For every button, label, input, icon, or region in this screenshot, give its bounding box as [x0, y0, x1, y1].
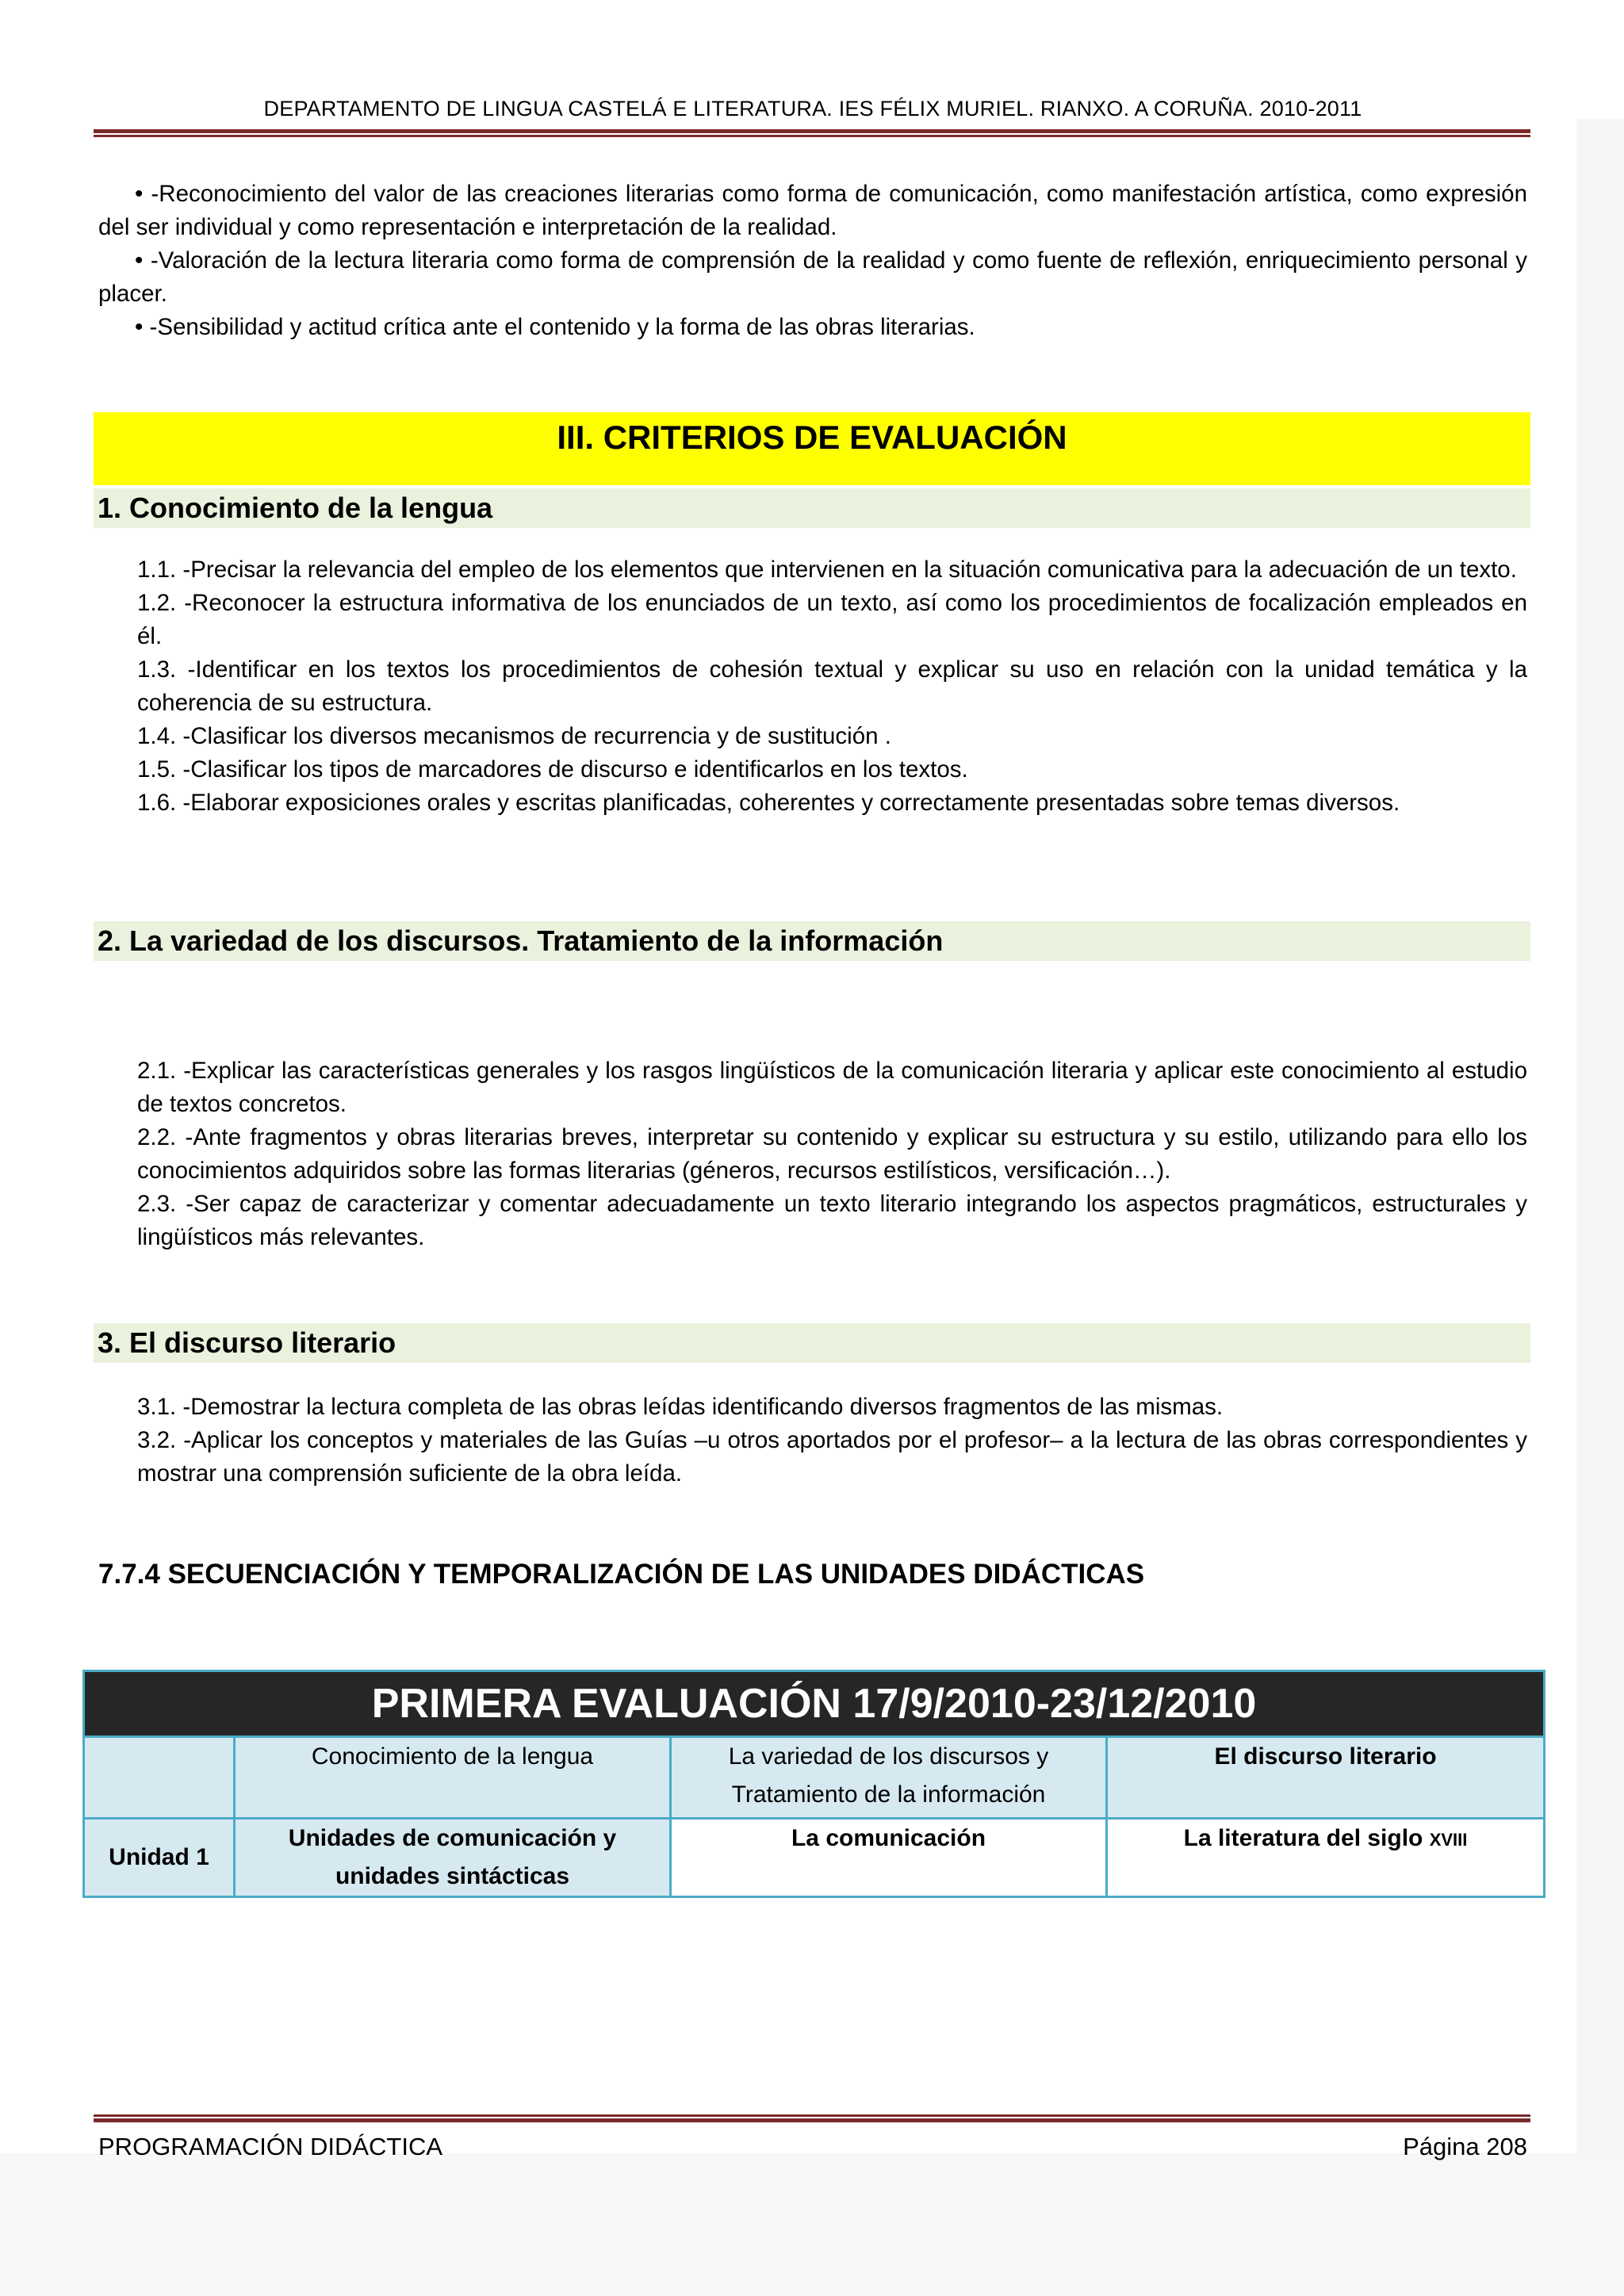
unit-cell-literario-text: La literatura del siglo	[1183, 1825, 1430, 1851]
table-header-literario: El discurso literario	[1107, 1737, 1545, 1819]
criterion-item: 1.1. -Precisar la relevancia del empleo de los elementos que intervienen en la situación comunicativa para la adecuación de un texto.	[137, 557, 1517, 583]
criteria-list-3	[137, 1391, 1527, 1490]
criterion-item: 3.1. -Demostrar la lectura completa de las obras leídas identificando diversos fragmentos de las mismas.	[137, 1394, 1224, 1420]
page-margin-shade	[1576, 119, 1624, 2296]
criteria-banner: III. CRITERIOS DE EVALUACIÓN	[94, 412, 1530, 485]
sequencing-title: 7.7.4 SECUENCIACIÓN Y TEMPORALIZACIÓN DE LAS UNIDADES DIDÁCTICAS	[98, 1559, 1145, 1590]
unit-cell-lengua: Unidades de comunicación y unidades sintácticas	[235, 1819, 671, 1897]
section-heading-3: 3. El discurso literario	[94, 1323, 1530, 1363]
section-heading-1: 1. Conocimiento de la lengua	[94, 488, 1530, 528]
table-header-lengua: Conocimiento de la lengua	[235, 1737, 671, 1819]
page-number: Página 208	[1403, 2133, 1527, 2160]
criterion-item: 2.1. -Explicar las características generales y los rasgos lingüísticos de la comunicación literaria y aplicar este conocimiento al estudio de textos concretos.	[137, 1058, 1527, 1117]
unit-cell-discursos: La comunicación	[671, 1819, 1107, 1897]
criterion-item: 1.4. -Clasificar los diversos mecanismos de recurrencia y de sustitución .	[137, 723, 891, 749]
criteria-list-2	[137, 1054, 1527, 1254]
intro-bullet: • -Valoración de la lectura literaria como forma de comprensión de la realidad y como fuente de reflexión, enriquecimiento personal y placer.	[98, 247, 1527, 307]
unit-cell-literario	[1107, 1819, 1545, 1897]
table-header-empty	[84, 1737, 235, 1819]
intro-bullet: • -Sensibilidad y actitud crítica ante el contenido y la forma de las obras literarias.	[135, 314, 975, 340]
page-header: DEPARTAMENTO DE LINGUA CASTELÁ E LITERATURA. IES FÉLIX MURIEL. RIANXO. A CORUÑA. 2010-2011	[263, 97, 1362, 121]
footer-rule	[94, 2114, 1530, 2122]
header-rule	[94, 129, 1530, 137]
page-bottom-shade	[0, 2153, 1624, 2296]
criterion-item: 2.2. -Ante fragmentos y obras literarias breves, interpretar su contenido y explicar su estructura y su estilo, utilizando para ello los conocimientos adquiridos sobre las formas literarias (géneros, recursos estilísticos, versificación…).	[137, 1124, 1527, 1184]
century-numeral: XVIII	[1429, 1830, 1468, 1850]
criterion-item: 3.2. -Aplicar los conceptos y materiales de las Guías –u otros aportados por el profesor– a la lectura de las obras correspondientes y mostrar una comprensión suficiente de la obra leída.	[137, 1427, 1527, 1487]
evaluation-banner: PRIMERA EVALUACIÓN 17/9/2010-23/12/2010	[84, 1671, 1545, 1737]
intro-bullets	[98, 178, 1527, 344]
table-row	[84, 1819, 1545, 1897]
criterion-item: 1.3. -Identificar en los textos los procedimientos de cohesión textual y explicar su uso en relación con la unidad temática y la coherencia de su estructura.	[137, 656, 1527, 716]
criterion-item: 1.2. -Reconocer la estructura informativa de los enunciados de un texto, así como los procedimientos de focalización empleados en él.	[137, 590, 1527, 649]
footer-left: PROGRAMACIÓN DIDÁCTICA	[98, 2133, 443, 2160]
criterion-item: 2.3. -Ser capaz de caracterizar y comentar adecuadamente un texto literario integrando los aspectos pragmáticos, estructurales y lingüísticos más relevantes.	[137, 1191, 1527, 1250]
criterion-item: 1.6. -Elaborar exposiciones orales y escritas planificadas, coherentes y correctamente presentadas sobre temas diversos.	[137, 790, 1400, 816]
evaluation-table	[82, 1670, 1545, 1898]
table-header-discursos: La variedad de los discursos y Tratamiento de la información	[671, 1737, 1107, 1819]
unit-label: Unidad 1	[84, 1819, 235, 1897]
criterion-item: 1.5. -Clasificar los tipos de marcadores de discurso e identificarlos en los textos.	[137, 756, 968, 783]
criteria-list-1	[137, 553, 1527, 820]
intro-bullet: • -Reconocimiento del valor de las creaciones literarias como forma de comunicación, como manifestación artística, como expresión del ser individual y como representación e interpretación de la realidad.	[98, 181, 1527, 240]
section-heading-2: 2. La variedad de los discursos. Tratamiento de la información	[94, 921, 1530, 961]
